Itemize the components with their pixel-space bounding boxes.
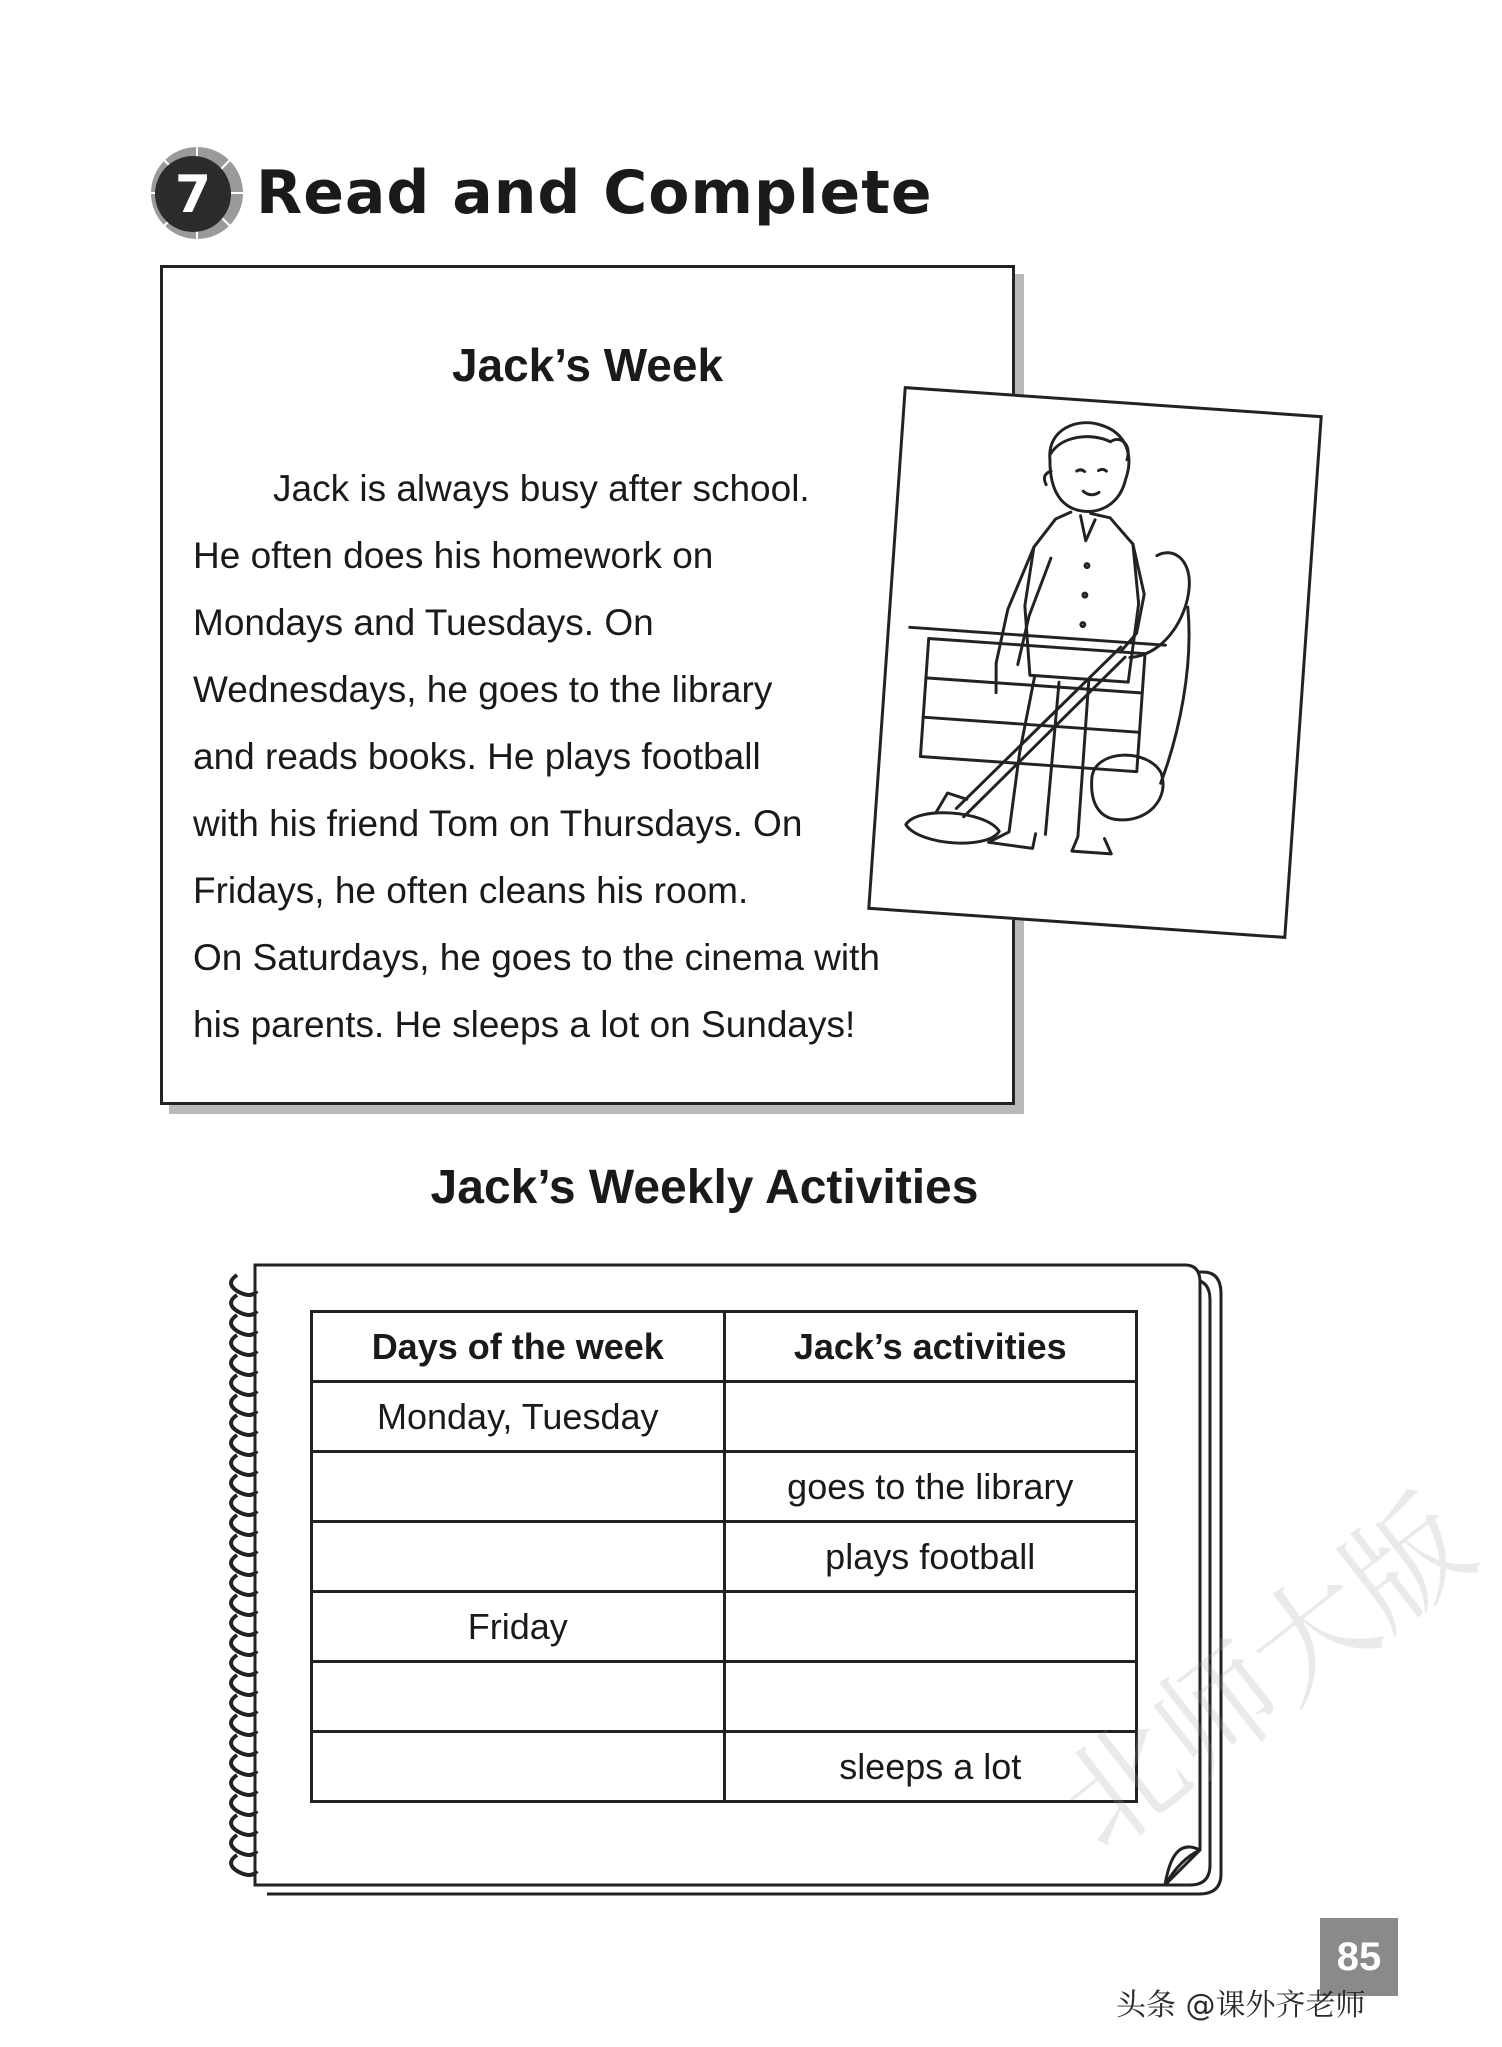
reading-line: Fridays, he often cleans his room. (193, 870, 749, 911)
day-cell[interactable] (312, 1522, 725, 1592)
section-number-badge-icon (150, 146, 244, 240)
activity-cell[interactable] (724, 1592, 1137, 1662)
activities-table (310, 1310, 1138, 1803)
table-header-row (312, 1312, 1137, 1382)
boy-vacuuming-illustration (867, 386, 1323, 939)
publisher-stamp-watermark: 北师大版 (1034, 1471, 1499, 1877)
header-activities: Jack’s activities (724, 1312, 1137, 1382)
notebook (225, 1250, 1230, 1910)
table-row (312, 1592, 1137, 1662)
table-row (312, 1662, 1137, 1732)
reading-line: and reads books. He plays football (193, 736, 761, 777)
reading-line: with his friend Tom on Thursdays. On (193, 803, 803, 844)
section-title: Read and Complete (256, 158, 933, 228)
activity-cell[interactable] (724, 1382, 1137, 1452)
activity-cell[interactable] (724, 1662, 1137, 1732)
table-row (312, 1522, 1137, 1592)
reading-line: He often does his homework on (193, 535, 714, 576)
activity-cell[interactable]: sleeps a lot (724, 1732, 1137, 1802)
activity-cell[interactable]: goes to the library (724, 1452, 1137, 1522)
reading-line: Mondays and Tuesdays. On (193, 602, 654, 643)
day-cell[interactable] (312, 1662, 725, 1732)
day-cell[interactable]: Friday (312, 1592, 725, 1662)
reading-line: Jack is always busy after school. (273, 468, 810, 509)
activity-cell[interactable]: plays football (724, 1522, 1137, 1592)
reading-line: On Saturdays, he goes to the cinema with (193, 937, 880, 978)
reading-title: Jack’s Week (451, 339, 724, 391)
page-number: 85 (1320, 1918, 1398, 1996)
reading-line: Wednesdays, he goes to the library (193, 669, 773, 710)
reading-line: his parents. He sleeps a lot on Sundays! (193, 1004, 856, 1045)
table-row (312, 1732, 1137, 1802)
section-number: 7 (174, 165, 212, 225)
table-row (312, 1452, 1137, 1522)
day-cell[interactable] (312, 1452, 725, 1522)
day-cell[interactable]: Monday, Tuesday (312, 1382, 725, 1452)
header-days: Days of the week (312, 1312, 725, 1382)
source-watermark: 头条 @课外齐老师 (1116, 1988, 1366, 2023)
day-cell[interactable] (312, 1732, 725, 1802)
table-row (312, 1382, 1137, 1452)
activities-title: Jack’s Weekly Activities (430, 1161, 979, 1214)
